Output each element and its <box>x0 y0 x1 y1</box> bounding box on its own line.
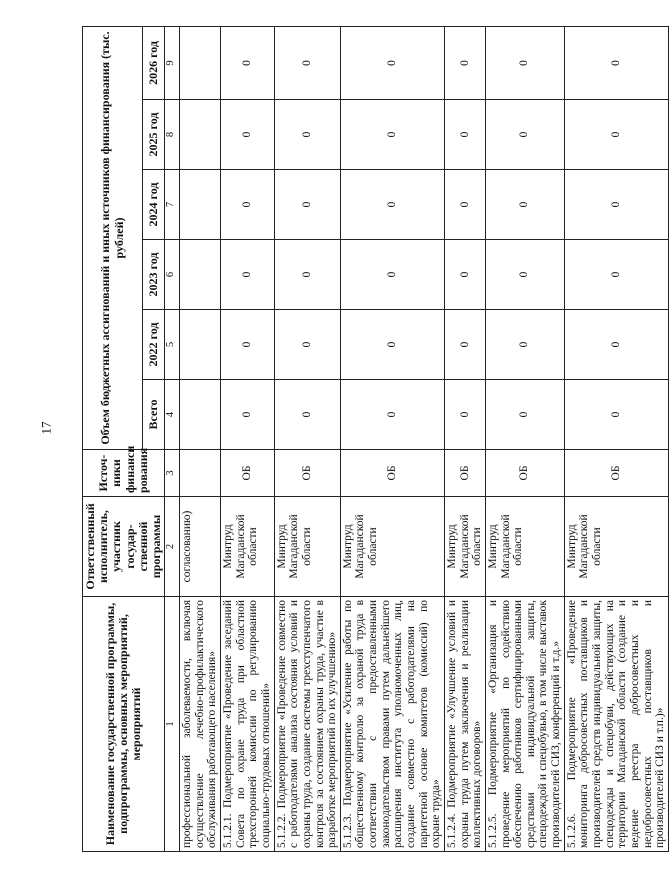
table-row <box>444 26 485 851</box>
header-funding-group: Объем бюджетных ассигнований и иных источников финансирования (тыс. рублей) <box>83 26 143 449</box>
row-total: 0 <box>221 380 275 450</box>
table-row <box>180 26 221 851</box>
rotated-table-sheet <box>82 27 667 852</box>
row-source: ОБ <box>564 450 668 497</box>
column-number: 1 <box>165 597 180 852</box>
table-row <box>564 26 668 851</box>
row-2022: 0 <box>340 310 444 380</box>
row-responsible: Минтруд Магаданской области <box>274 497 340 597</box>
row-2022: 0 <box>444 310 485 380</box>
row-2022 <box>180 310 221 380</box>
row-2024: 0 <box>444 170 485 240</box>
row-2026: 0 <box>221 26 275 99</box>
row-2023 <box>180 240 221 310</box>
column-number: 5 <box>165 310 180 380</box>
row-total: 0 <box>485 380 564 450</box>
row-2025 <box>180 100 221 170</box>
row-2026: 0 <box>485 26 564 99</box>
column-number: 7 <box>165 170 180 240</box>
row-2023: 0 <box>340 240 444 310</box>
header-year-2024: 2024 год <box>143 170 165 240</box>
row-2025: 0 <box>564 100 668 170</box>
row-responsible: Минтруд Магаданской области <box>444 497 485 597</box>
row-source: ОБ <box>274 450 340 497</box>
row-total: 0 <box>274 380 340 450</box>
row-responsible: Минтруд Магаданской области <box>564 497 668 597</box>
row-2023: 0 <box>444 240 485 310</box>
row-name: профессиональной заболеваемости, включая осуществление лечебно-профилактического обслуживания работающего населения» <box>180 597 221 852</box>
header-year-2023: 2023 год <box>143 240 165 310</box>
row-2022: 0 <box>221 310 275 380</box>
row-source: ОБ <box>340 450 444 497</box>
table-row <box>221 26 275 851</box>
row-responsible: Минтруд Магаданской области <box>340 497 444 597</box>
column-number: 9 <box>165 26 180 99</box>
column-number: 4 <box>165 380 180 450</box>
program-funding-table <box>82 26 669 852</box>
row-name: 5.1.2.5. Подмероприятие «Организация и проведение мероприятий по содействию обеспечению работников сертифицированными средствами индивидуальной защиты, спецодеждой и спецобувью, в том числе выставок производителей СИЗ, конференций и т.д.» <box>485 597 564 852</box>
row-2026: 0 <box>340 26 444 99</box>
row-2022: 0 <box>274 310 340 380</box>
header-year-2022: 2022 год <box>143 310 165 380</box>
column-number: 8 <box>165 100 180 170</box>
row-total <box>180 380 221 450</box>
row-total: 0 <box>340 380 444 450</box>
row-2024: 0 <box>221 170 275 240</box>
row-name: 5.1.2.1. Подмероприятие «Проведение заседаний Совета по охране труда при областной трехсторонней комиссии по регулированию социально-трудовых отношений» <box>221 597 275 852</box>
row-2026: 0 <box>564 26 668 99</box>
row-name: 5.1.2.3. Подмероприятие «Усиление работы по общественному контролю за охраной труда в соответствии с предоставленными законодательством правами путем дальнейшего расширения института уполномоченных лиц, создание совместно с работодателями на паритетной основе комитетов (комиссий) по охране труда» <box>340 597 444 852</box>
table-row <box>485 26 564 851</box>
page-number: 17 <box>38 421 54 435</box>
row-total: 0 <box>444 380 485 450</box>
column-number: 3 <box>165 450 180 497</box>
column-number: 6 <box>165 240 180 310</box>
row-2022: 0 <box>485 310 564 380</box>
row-responsible: Минтруд Магаданской области <box>485 497 564 597</box>
row-2024: 0 <box>485 170 564 240</box>
row-2023: 0 <box>564 240 668 310</box>
row-2023: 0 <box>274 240 340 310</box>
table-row <box>340 26 444 851</box>
row-2023: 0 <box>221 240 275 310</box>
row-source: ОБ <box>444 450 485 497</box>
row-2025: 0 <box>444 100 485 170</box>
header-name: Наименование государственной программы, подпрограммы, основных мероприятий, мероприятий <box>83 597 165 852</box>
header-source: Источ-ники финанси рования <box>83 450 165 497</box>
row-total: 0 <box>564 380 668 450</box>
row-2026: 0 <box>274 26 340 99</box>
row-2022: 0 <box>564 310 668 380</box>
row-2025: 0 <box>221 100 275 170</box>
row-name: 5.1.2.2. Подмероприятие «Проведение совместно с работодателями анализа состояния условий и охраны труда, создание системы трехступенчатого контроля за состоянием охраны труда, участие в разработке мероприятий по их улучшению» <box>274 597 340 852</box>
row-2025: 0 <box>274 100 340 170</box>
row-source <box>180 450 221 497</box>
row-2024: 0 <box>564 170 668 240</box>
column-number: 2 <box>165 497 180 597</box>
row-2026 <box>180 26 221 99</box>
row-responsible: Минтруд Магаданской области <box>221 497 275 597</box>
row-2026: 0 <box>444 26 485 99</box>
row-2025: 0 <box>485 100 564 170</box>
table-row <box>274 26 340 851</box>
row-2024 <box>180 170 221 240</box>
row-2024: 0 <box>274 170 340 240</box>
row-name: 5.1.2.4. Подмероприятие «Улучшение условий и охраны труда путем заключения и реализации коллективных договоров» <box>444 597 485 852</box>
row-source: ОБ <box>221 450 275 497</box>
header-responsible: Ответственный исполнитель, участник государ-ственной программы <box>83 497 165 597</box>
row-2024: 0 <box>340 170 444 240</box>
header-year-2026: 2026 год <box>143 26 165 99</box>
header-total: Всего <box>143 380 165 450</box>
header-year-2025: 2025 год <box>143 100 165 170</box>
row-2023: 0 <box>485 240 564 310</box>
row-2025: 0 <box>340 100 444 170</box>
row-responsible: согласованию) <box>180 497 221 597</box>
row-source: ОБ <box>485 450 564 497</box>
row-name: 5.1.2.6. Подмероприятие «Проведение мониторинга добросовестных поставщиков и производителей средств индивидуальной защиты, спецодежды и спецобуви, действующих на территории Магаданской области (создание и ведение реестра добросовестных и недобросовестных поставщиков и производителей СИЗ и т.п.)» <box>564 597 668 852</box>
